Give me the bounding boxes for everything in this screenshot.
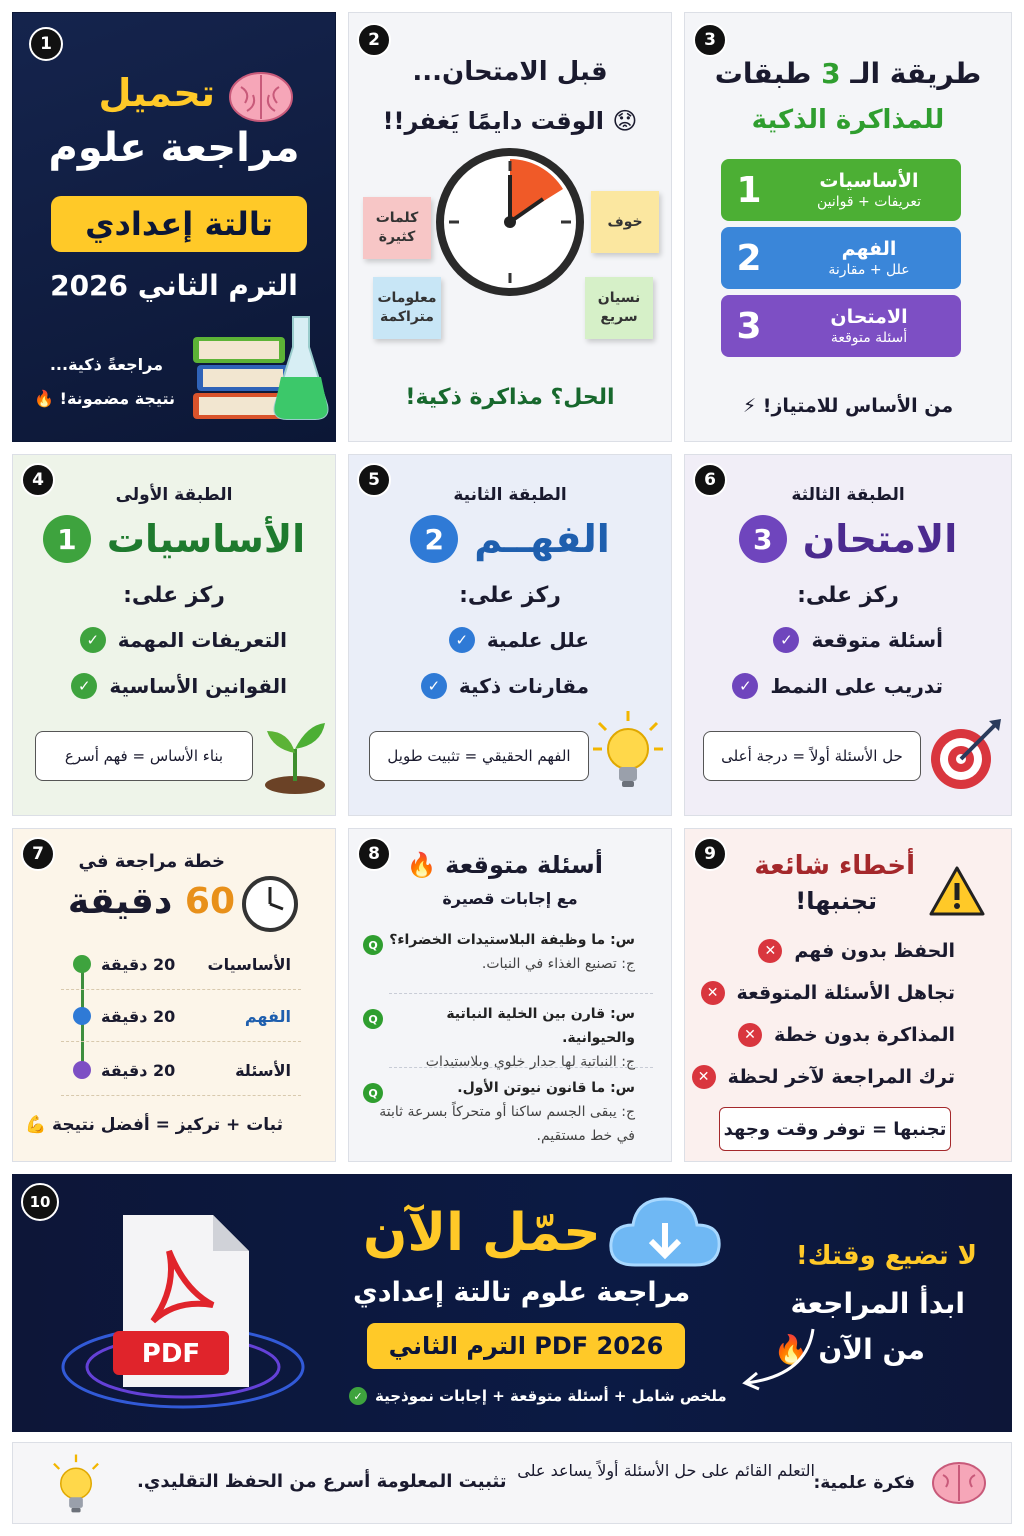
smart-study-heading: للمذاكرة الذكية bbox=[751, 105, 945, 135]
question-badge: Q bbox=[363, 1083, 383, 1103]
check-icon: ✓ bbox=[71, 673, 97, 699]
focus-label: ركز على: bbox=[797, 583, 899, 608]
pdf-file-icon bbox=[53, 1195, 313, 1421]
step-number: 7 bbox=[21, 837, 55, 871]
term-title: الترم الثاني 2026 bbox=[50, 269, 298, 302]
note-fear: خوف bbox=[591, 191, 659, 253]
question-badge: Q bbox=[363, 1009, 383, 1029]
tip-box: حل الأسئلة أولاً = درجة أعلى bbox=[703, 731, 921, 781]
layer-subtitle: الطبقة الثانية bbox=[453, 485, 567, 505]
qa-item: س: ما وظيفة البلاستيدات الخضراء؟ ج: تصنيع الغذاء في النبات. bbox=[389, 932, 635, 972]
expected-questions-panel bbox=[348, 828, 672, 1162]
tip-box: بناء الأساس = فهم أسرع bbox=[35, 731, 253, 781]
plan-heading: خطة مراجعة في bbox=[78, 851, 225, 872]
check-icon: ✓ bbox=[421, 673, 447, 699]
x-icon: ✕ bbox=[758, 939, 782, 963]
lightbulb-icon bbox=[49, 1453, 103, 1517]
step-number: 3 bbox=[693, 23, 727, 57]
focus-item: علل علمية ✓ bbox=[449, 627, 589, 653]
x-icon: ✕ bbox=[701, 981, 725, 1005]
cloud-download-icon bbox=[605, 1189, 725, 1281]
title-review: مراجعة علوم bbox=[48, 125, 300, 171]
layer-block-2: الفهم علل + مقارنة 2 bbox=[721, 227, 961, 289]
layer-understanding-panel bbox=[348, 454, 672, 816]
clock-icon bbox=[435, 147, 585, 297]
download-now-heading: حمّل الآن bbox=[363, 1203, 601, 1263]
tagline-result: نتيجة مضمونة! 🔥 bbox=[34, 389, 175, 408]
brain-icon bbox=[227, 69, 295, 125]
plan-row: 20 دقيقة الفهم bbox=[61, 1001, 301, 1031]
focus-item: تدريب على النمط ✓ bbox=[732, 673, 943, 699]
layer-title: الامتحان 3 bbox=[685, 515, 1011, 563]
step-number: 9 bbox=[693, 837, 727, 871]
step-number: 2 bbox=[357, 23, 391, 57]
layer-block-3: الامتحان أسئلة متوقعة 3 bbox=[721, 295, 961, 357]
features-line: ملخص شامل + أسئلة متوقعة + إجابات نموذجية ✓ bbox=[349, 1387, 727, 1405]
focus-item: مقارنات ذكية ✓ bbox=[421, 673, 589, 699]
note-forgetting: نسيان سريع bbox=[585, 277, 653, 339]
layer-subtitle: الطبقة الأولى bbox=[115, 485, 233, 505]
focus-label: ركز على: bbox=[459, 583, 561, 608]
solution-text: الحل؟ مذاكرة ذكية! bbox=[405, 385, 615, 410]
check-icon: ✓ bbox=[773, 627, 799, 653]
note-accumulated: معلومات متراكمة bbox=[373, 277, 441, 339]
mistake-item: ترك المراجعة لآخر لحظة ✕ bbox=[692, 1065, 955, 1089]
excellence-text: من الأساس للامتياز! ⚡ bbox=[742, 395, 954, 417]
step-number: 1 bbox=[29, 27, 63, 61]
before-exam-heading: قبل الامتحان... bbox=[412, 57, 608, 87]
step-number: 5 bbox=[357, 463, 391, 497]
study-plan-panel bbox=[12, 828, 336, 1162]
fact-text-line1: التعلم القائم على حل الأسئلة أولاً يساعد على bbox=[517, 1461, 815, 1480]
avoid-heading: تجنبها! bbox=[795, 887, 877, 915]
qa-item: س: قارن بين الخلية النباتية والحيوانية. ج: النباتية لها جدار خلوي وبلاستيدات bbox=[425, 1006, 635, 1070]
plan-duration: 60 دقيقة bbox=[67, 881, 235, 922]
plan-footer: ثبات + تركيز = أفضل نتيجة 💪 bbox=[24, 1115, 283, 1135]
check-icon: ✓ bbox=[732, 673, 758, 699]
brain-icon bbox=[931, 1459, 987, 1507]
layer-title: الأساسيات 1 bbox=[13, 515, 335, 563]
step-number: 10 bbox=[21, 1183, 59, 1221]
layer-block-1: الأساسيات تعريفات + قوانين 1 bbox=[721, 159, 961, 221]
tagline-smart: مراجعةً ذكية... bbox=[49, 355, 163, 374]
sprout-icon bbox=[259, 719, 329, 795]
check-icon: ✓ bbox=[80, 627, 106, 653]
step-number: 6 bbox=[693, 463, 727, 497]
x-icon: ✕ bbox=[738, 1023, 762, 1047]
title-download: تحميل bbox=[98, 71, 215, 115]
mistake-item: الحفظ بدون فهم ✕ bbox=[758, 939, 955, 963]
step-number: 4 bbox=[21, 463, 55, 497]
question-badge: Q bbox=[363, 935, 383, 955]
mistake-item: المذاكرة بدون خطة ✕ bbox=[738, 1023, 955, 1047]
qa-item: س: ما قانون نيوتن الأول. ج: يبقى الجسم ساكنا أو متحركاً بسرعة ثابتة في خط مستقيم. bbox=[379, 1080, 635, 1144]
term-pdf-badge: PDF 2026 الترم الثاني bbox=[367, 1323, 685, 1369]
focus-label: ركز على: bbox=[123, 583, 225, 608]
focus-item: القوانين الأساسية ✓ bbox=[71, 673, 287, 699]
dont-waste-time: لا تضيع وقتك! bbox=[795, 1241, 977, 1271]
before-exam-panel bbox=[348, 12, 672, 442]
time-heading: 😟 الوقت دايمًا يَغفر!! bbox=[382, 107, 638, 135]
warning-icon bbox=[929, 865, 985, 917]
from-now: من الآن 🔥 bbox=[773, 1333, 925, 1366]
plan-row: 20 دقيقة الأسئلة bbox=[61, 1055, 301, 1085]
mistake-item: تجاهل الأسئلة المتوقعة ✕ bbox=[701, 981, 955, 1005]
target-icon bbox=[927, 717, 1003, 793]
fact-label: فكرة علمية: bbox=[813, 1473, 915, 1493]
tip-box: الفهم الحقيقي = تثبيت طويل bbox=[369, 731, 589, 781]
layer-exam-panel bbox=[684, 454, 1012, 816]
curved-arrow-icon bbox=[733, 1323, 823, 1393]
fact-text-line2: تثبيت المعلومة أسرع من الحفظ التقليدي. bbox=[137, 1471, 507, 1492]
plan-row: 20 دقيقة الأساسيات bbox=[61, 949, 301, 979]
grade-badge: تالتة إعدادي bbox=[51, 196, 307, 252]
tip-box: تجنبها = توفر وقت وجهد bbox=[719, 1107, 951, 1151]
lightbulb-icon bbox=[593, 709, 663, 793]
mistakes-heading: أخطاء شائعة bbox=[754, 851, 915, 881]
step-number: 8 bbox=[357, 837, 391, 871]
start-review: ابدأ المراجعة bbox=[790, 1287, 965, 1320]
common-mistakes-panel bbox=[684, 828, 1012, 1162]
three-layers-panel bbox=[684, 12, 1012, 442]
check-icon: ✓ bbox=[349, 1387, 367, 1405]
layer-basics-panel bbox=[12, 454, 336, 816]
note-many-words: كلمات كثيرة bbox=[363, 197, 431, 259]
focus-item: أسئلة متوقعة ✓ bbox=[773, 627, 943, 653]
focus-item: التعريفات المهمة ✓ bbox=[80, 627, 287, 653]
books-flask-icon bbox=[189, 309, 329, 429]
download-banner bbox=[12, 1174, 1012, 1432]
x-icon: ✕ bbox=[692, 1065, 716, 1089]
science-fact-bar bbox=[12, 1442, 1012, 1524]
clock-icon bbox=[241, 875, 299, 933]
check-icon: ✓ bbox=[449, 627, 475, 653]
cover-panel bbox=[12, 12, 336, 442]
layer-title: الفهــم 2 bbox=[349, 515, 671, 563]
questions-subheading: مع إجابات قصيرة bbox=[442, 889, 578, 908]
svg-text:PDF: PDF bbox=[141, 1339, 201, 1369]
layer-subtitle: الطبقة الثالثة bbox=[791, 485, 905, 505]
review-title: مراجعة علوم تالتة إعدادي bbox=[353, 1277, 691, 1308]
questions-heading: أسئلة متوقعة 🔥 bbox=[406, 851, 603, 879]
method-heading: طريقة الـ 3 طبقات bbox=[714, 57, 982, 90]
